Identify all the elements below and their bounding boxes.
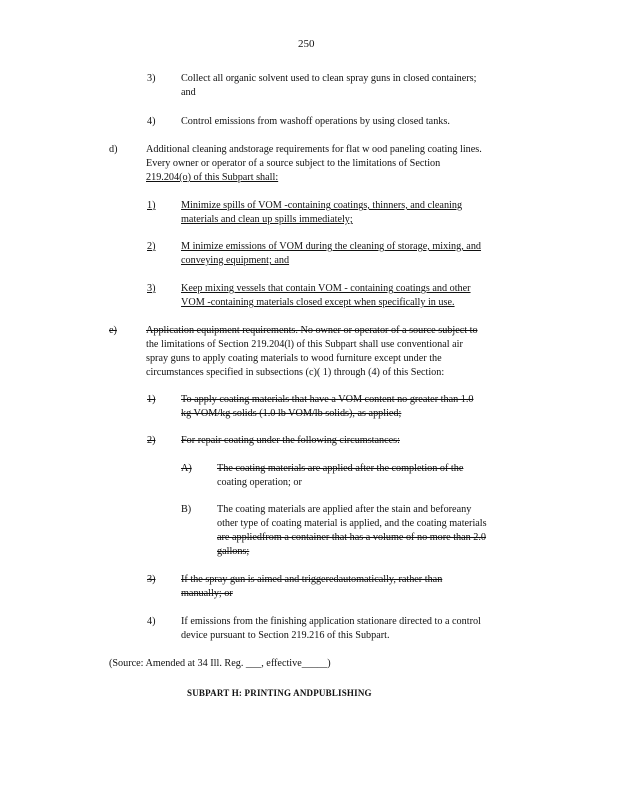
item-label: 3) <box>147 73 156 84</box>
item-label: 3) <box>147 574 156 585</box>
item-label: e) <box>109 325 117 336</box>
item-d3-text: Keep mixing vessels that contain VOM - containing coatings and other VOM -containing materials closed except when specifically in use. <box>181 283 471 308</box>
item-c3-text: Collect all organic solvent used to clean spray guns in closed containers; and <box>181 73 477 98</box>
item-e4-text: If emissions from the finishing application stationare directed to a control device pursuant to Section 219.216 of this Subpart. <box>181 616 481 641</box>
item-d-text: Additional cleaning andstorage requirements for flat w ood paneling coating lines. Every owner or operator of a source subject to the limitations of Section 219.204(o) of this Subpart shall: <box>146 144 482 183</box>
item-d1-text: Minimize spills of VOM -containing coatings, thinners, and cleaning materials and clean up spills immediately; <box>181 200 463 225</box>
item-eA-text: The coating materials are applied after the completion of the coating operation; or <box>217 463 464 488</box>
source-note: (Source: Amended at 34 Ill. Reg. ___, effective_____) <box>109 658 331 669</box>
item-label: 1) <box>147 394 156 405</box>
item-label: d) <box>109 144 118 155</box>
item-label: 2) <box>147 435 156 446</box>
item-e-text: Application equipment requirements. No owner or operator of a source subject to the limitations of Section 219.204(l) of this Subpart shall use conventional air spray guns to apply coating materials to wood furniture except under the circumstances specified in subsections (c)( 1) through (4) of this Section: <box>146 325 478 378</box>
item-label: 1) <box>147 200 156 211</box>
item-eB-text: The coating materials are applied after the stain and beforeany other type of coating material is applied, and the coating materials are appliedfrom a container that has a volume of no more than 2.0 gallons; <box>217 504 487 557</box>
item-label: 4) <box>147 616 156 627</box>
subpart-heading: SUBPART H: PRINTING ANDPUBLISHING <box>187 688 372 698</box>
item-label: 4) <box>147 116 156 127</box>
item-e2-text: For repair coating under the following circumstances: <box>181 435 400 446</box>
item-label: 3) <box>147 283 156 294</box>
item-e3-text: If the spray gun is aimed and triggeredautomatically, rather than manually; or <box>181 574 443 599</box>
item-label: B) <box>181 504 192 515</box>
item-label: A) <box>181 463 192 474</box>
page-number: 250 <box>298 38 315 50</box>
item-d2-text: M inimize emissions of VOM during the cleaning of storage, mixing, and conveying equipment; and <box>181 241 482 266</box>
item-c4-text: Control emissions from washoff operations by using closed tanks. <box>181 116 450 127</box>
item-e1-text: To apply coating materials that have a VOM content no greater than 1.0 kg VOM/kg solids (1.0 lb VOM/lb solids), as applied; <box>181 394 474 419</box>
item-label: 2) <box>147 241 156 252</box>
